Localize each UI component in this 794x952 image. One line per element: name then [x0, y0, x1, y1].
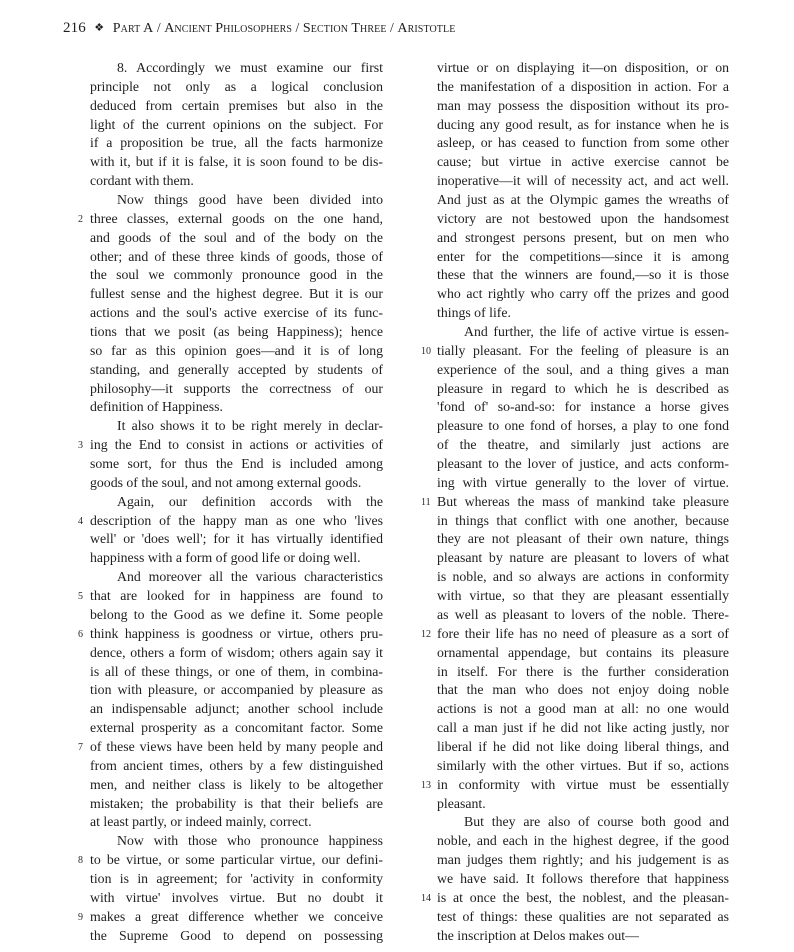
line-text: we have said. It follows therefore that happiness	[437, 870, 729, 886]
left-text-column	[78, 59, 383, 945]
text-line	[78, 436, 383, 455]
text-line	[90, 59, 383, 78]
text-line	[437, 681, 729, 700]
line-text: that the man who does not enjoy doing noble	[437, 682, 729, 698]
text-line	[90, 304, 383, 323]
line-text: enter for the competitions—since it is among	[437, 248, 729, 264]
text-line	[437, 398, 729, 417]
marginal-section-number: 8	[78, 855, 83, 867]
text-line	[437, 455, 729, 474]
text-line	[421, 493, 729, 512]
header-separator: /	[156, 20, 161, 35]
text-line	[437, 248, 729, 267]
text-line	[90, 97, 383, 116]
text-line	[78, 851, 383, 870]
text-line	[78, 738, 383, 757]
text-line	[78, 587, 383, 606]
line-text: But they are also of course both good and	[464, 814, 729, 830]
marginal-section-number: 5	[78, 591, 83, 603]
text-line	[90, 530, 383, 549]
text-line	[437, 738, 729, 757]
line-text: three classes, external goods on the one hand,	[90, 210, 383, 226]
line-text: ing with virtue generally to the lover of virtue.	[437, 474, 729, 490]
text-line	[78, 908, 383, 927]
text-line	[90, 700, 383, 719]
marginal-section-number: 14	[421, 892, 431, 904]
line-text: standing, and generally accepted by students of	[90, 361, 383, 377]
text-line	[437, 191, 729, 210]
line-text: in conformity with virtue must be essentially	[437, 776, 729, 792]
line-text: actions and the soul's active exercise of its func-	[90, 305, 383, 321]
text-line	[437, 530, 729, 549]
text-line	[90, 549, 383, 568]
text-line	[90, 248, 383, 267]
line-text: liberal if he did not like doing liberal things, and	[437, 738, 729, 754]
line-text: It also shows it to be right merely in declar-	[117, 418, 383, 434]
text-line	[78, 512, 383, 531]
line-text: goods of the soul, and not among external goods.	[90, 474, 362, 490]
line-text: light of the current opinions on the subject. For	[90, 116, 383, 132]
line-text: Now things good have been divided into	[117, 192, 383, 208]
text-line	[437, 700, 729, 719]
line-text: fore their life has no need of pleasure as a sort of	[437, 625, 729, 641]
line-text: they are not pleasant of their own nature, things	[437, 531, 729, 547]
text-line	[90, 644, 383, 663]
line-text: definition of Happiness.	[90, 399, 223, 415]
text-line	[437, 172, 729, 191]
line-text: dence, others a form of wisdom; others again say it	[90, 644, 383, 660]
line-text: asleep, or has ceased to function from some other	[437, 135, 729, 151]
text-line	[90, 153, 383, 172]
line-text: tion is in agreement; for 'activity in conformity	[90, 870, 383, 886]
line-text: these that the winners are found,—so it is those	[437, 267, 729, 283]
text-line	[437, 78, 729, 97]
text-line	[437, 757, 729, 776]
line-text: philosophy—it supports the correctness of our	[90, 380, 383, 396]
text-line	[437, 116, 729, 135]
line-text: actions is not a good man at all: no one would	[437, 701, 729, 717]
line-text: with virtue' involves virtue. But no doubt it	[90, 889, 383, 905]
text-line	[437, 474, 729, 493]
text-line	[90, 719, 383, 738]
line-text: with virtue, so that they are pleasant essentially	[437, 588, 729, 604]
text-line	[437, 851, 729, 870]
line-text: experience of the soul, and a thing gives a man	[437, 361, 729, 377]
marginal-section-number: 13	[421, 779, 431, 791]
line-text: And moreover all the various characteristics	[117, 569, 383, 585]
line-text: that are looked for in happiness are found to	[90, 588, 383, 604]
text-line	[90, 191, 383, 210]
line-text: 'fond of' so-and-so: for instance a horse gives	[437, 399, 729, 415]
text-line	[437, 380, 729, 399]
text-line	[90, 832, 383, 851]
line-text: description of the happy man as one who 'lives	[90, 512, 383, 528]
text-line	[437, 323, 729, 342]
line-text: tion with pleasure, or accompanied by pleasure as	[90, 682, 383, 698]
line-text: an indispensable adjunct; another school include	[90, 701, 383, 717]
header-author: Aristotle	[397, 21, 456, 36]
marginal-section-number: 11	[421, 496, 431, 508]
line-text: Again, our definition accords with the	[117, 493, 383, 509]
text-line	[437, 417, 729, 436]
text-line	[437, 587, 729, 606]
line-text: And further, the life of active virtue is essen-	[464, 324, 729, 340]
text-line	[90, 229, 383, 248]
text-line	[421, 776, 729, 795]
text-line	[437, 644, 729, 663]
text-line	[437, 436, 729, 455]
header-separator: /	[390, 20, 394, 35]
text-line	[90, 568, 383, 587]
text-line	[90, 398, 383, 417]
text-line	[90, 757, 383, 776]
marginal-section-number: 9	[78, 911, 83, 923]
line-text: tially pleasant. For the feeling of pleasure is an	[437, 342, 729, 358]
text-line	[90, 681, 383, 700]
line-text: ing the End to consist in actions or activities of	[90, 437, 383, 453]
marginal-section-number: 6	[78, 628, 83, 640]
marginal-section-number: 12	[421, 628, 431, 640]
text-line	[437, 134, 729, 153]
text-line	[90, 474, 383, 493]
line-text: pleasure to one fond of horses, a play to one fond	[437, 418, 729, 434]
line-text: cause; but virtue in active exercise cannot be	[437, 154, 729, 170]
text-line	[437, 870, 729, 889]
text-line	[437, 927, 729, 946]
line-text: man may possess the disposition without its pro-	[437, 97, 729, 113]
marginal-section-number: 10	[421, 345, 431, 357]
text-line	[421, 625, 729, 644]
marginal-section-number: 3	[78, 440, 83, 452]
line-text: of the theatre, and similarly just actions are	[437, 437, 729, 453]
header-separator: /	[295, 20, 300, 35]
line-text: pleasant to the lover of justice, and acts conform-	[437, 456, 729, 472]
text-line	[90, 172, 383, 191]
line-text: who act rightly who carry off the prizes and good	[437, 286, 729, 302]
line-text: inoperative—it will of necessity act, and act well.	[437, 173, 729, 189]
line-text: and goods of the soul and of the body on the	[90, 229, 383, 245]
text-line	[90, 813, 383, 832]
line-text: Now with those who pronounce happiness	[117, 833, 383, 849]
text-line	[90, 776, 383, 795]
header-section: Section Three	[302, 21, 387, 36]
text-line	[437, 229, 729, 248]
line-text: from ancient times, others by a few distinguished	[90, 757, 383, 773]
line-text: call a man just if he did not like acting justly, nor	[437, 720, 729, 736]
line-text: the manifestation of a disposition in action. For a	[437, 78, 729, 94]
line-text: cordant with them.	[90, 173, 194, 189]
text-line	[90, 342, 383, 361]
line-text: other; and of these three kinds of goods, those of	[90, 248, 383, 264]
line-text: similarly with the other virtues. But if so, actions	[437, 757, 729, 773]
text-line	[90, 266, 383, 285]
line-text: principle not only as a logical conclusion	[90, 78, 383, 94]
line-text: pleasure in regard to which he is described as	[437, 380, 729, 396]
text-line	[437, 719, 729, 738]
text-line	[90, 134, 383, 153]
text-line	[437, 97, 729, 116]
text-line	[437, 832, 729, 851]
text-line	[421, 889, 729, 908]
line-text: victory are not bestowed upon the handsomest	[437, 210, 729, 226]
line-text: man judges them rightly; and his judgement is as	[437, 852, 729, 868]
text-line	[90, 380, 383, 399]
line-text: fullest sense and the highest degree. But it is our	[90, 286, 383, 302]
line-text: with it, but if it is false, it is soon found to be dis-	[90, 154, 383, 170]
text-line	[90, 927, 383, 946]
line-text: pleasant by nature are pleasant to lovers of what	[437, 550, 729, 566]
line-text: so far as this opinion goes—and it is of long	[90, 342, 383, 358]
text-line	[437, 361, 729, 380]
line-text: in things that conflict with one another, because	[437, 512, 729, 528]
text-line	[90, 606, 383, 625]
text-line	[437, 795, 729, 814]
line-text: the soul we commonly pronounce good in the	[90, 267, 383, 283]
line-text: of these views have been held by many people and	[90, 738, 383, 754]
line-text: makes a great difference whether we conceive	[90, 908, 383, 924]
line-text: And just as at the Olympic games the wreaths of	[437, 192, 729, 208]
text-line	[437, 285, 729, 304]
text-line	[437, 549, 729, 568]
text-line	[90, 889, 383, 908]
header-part: Part A	[112, 21, 154, 36]
line-text: things of life.	[437, 305, 511, 321]
line-text: noble, and each in the highest degree, if the good	[437, 833, 729, 849]
line-text: to be virtue, or some particular virtue, our defini-	[90, 852, 383, 868]
text-line	[90, 361, 383, 380]
text-line	[437, 568, 729, 587]
text-line	[437, 908, 729, 927]
text-line	[437, 153, 729, 172]
line-text: and strongest persons present, but on men who	[437, 229, 729, 245]
line-text: test of things: these qualities are not separated as	[437, 908, 729, 924]
line-text: is all of these things, or one of them, in combina-	[90, 663, 383, 679]
text-line	[90, 870, 383, 889]
line-text: if a proposition be true, all the facts harmonize	[90, 135, 383, 151]
text-line	[78, 625, 383, 644]
ornament-icon: ❖	[94, 22, 105, 34]
text-line	[437, 663, 729, 682]
line-text: the Supreme Good to depend on possessing	[90, 927, 383, 943]
text-line	[90, 323, 383, 342]
text-line	[437, 210, 729, 229]
line-text: think happiness is goodness or virtue, others pru-	[90, 625, 383, 641]
text-line	[421, 342, 729, 361]
line-text: belong to the Good as we define it. Some people	[90, 606, 383, 622]
line-text: ducing any good result, as for instance when he is	[437, 116, 729, 132]
text-line	[90, 455, 383, 474]
header-title: Ancient Philosophers	[164, 21, 293, 36]
text-line	[90, 663, 383, 682]
text-line	[78, 210, 383, 229]
text-line	[437, 304, 729, 323]
line-text: ornamental appendage, but contains its pleasure	[437, 644, 729, 660]
marginal-section-number: 4	[78, 515, 83, 527]
text-line	[437, 813, 729, 832]
text-line	[437, 512, 729, 531]
line-text: pleasant.	[437, 795, 486, 811]
line-text: mistaken; the probability is that their beliefs are	[90, 795, 383, 811]
text-line	[437, 606, 729, 625]
marginal-section-number: 2	[78, 213, 83, 225]
text-line	[90, 116, 383, 135]
text-line	[90, 78, 383, 97]
line-text: is noble, and so always are actions in conformity	[437, 569, 729, 585]
line-text: happiness with a form of good life or doing well.	[90, 550, 361, 566]
line-text: But whereas the mass of mankind take pleasure	[437, 493, 729, 509]
line-text: tions that we posit (as being Happiness); hence	[90, 324, 383, 340]
line-text: is at once the best, the noblest, and the pleasan-	[437, 889, 729, 905]
line-text: some sort, for thus the End is included among	[90, 456, 383, 472]
page-number: 216	[63, 20, 86, 36]
text-line	[437, 59, 729, 78]
running-header	[63, 20, 743, 37]
line-text: deduced from certain premises but also in the	[90, 97, 383, 113]
text-line	[90, 493, 383, 512]
marginal-section-number: 7	[78, 741, 83, 753]
line-text: in itself. For there is the further consideration	[437, 663, 729, 679]
line-text: the inscription at Delos makes out—	[437, 927, 639, 943]
line-text: at least partly, or indeed mainly, correct.	[90, 814, 312, 830]
line-text: men, and neither class is likely to be altogether	[90, 776, 383, 792]
text-line	[90, 795, 383, 814]
line-text: 8. Accordingly we must examine our first	[117, 60, 383, 75]
line-text: virtue or on displaying it—on disposition, or on	[437, 60, 729, 75]
line-text: external prosperity as a concomitant factor. Some	[90, 720, 383, 736]
text-line	[437, 266, 729, 285]
text-line	[90, 417, 383, 436]
line-text: as well as pleasant to lovers of the noble. There-	[437, 606, 729, 622]
line-text: well' or 'does well'; for it has virtually identified	[90, 531, 383, 547]
text-line	[90, 285, 383, 304]
right-text-column	[421, 59, 729, 945]
